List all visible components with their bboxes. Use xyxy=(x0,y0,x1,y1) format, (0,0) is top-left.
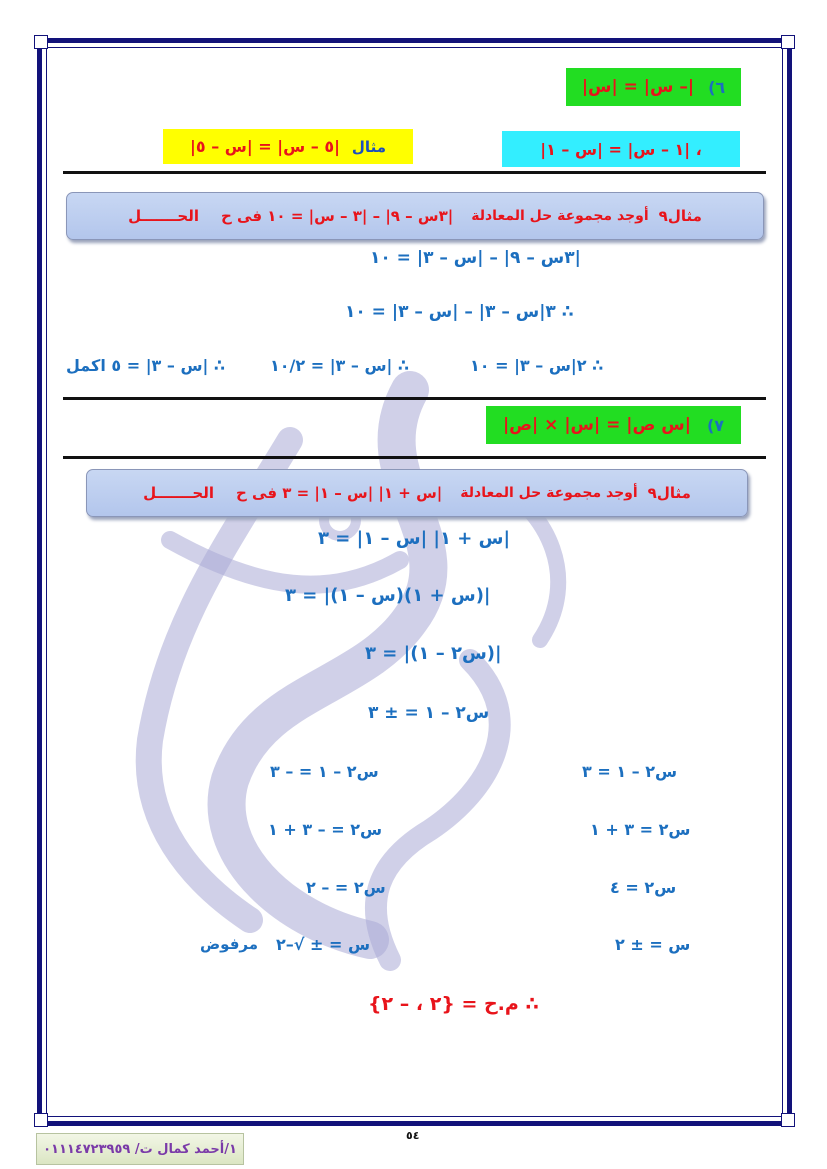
example9a-prompt: أوجد مجموعة حل المعادلة xyxy=(471,208,649,224)
step-b-right3: س٢ = ٤ xyxy=(610,878,677,897)
rejected-label: مرفوض xyxy=(200,935,259,953)
example9b-equation: |س + ١| |س – ١| = ٣ فى ح xyxy=(236,484,443,502)
example9b-banner xyxy=(86,469,748,517)
step-b3: |(س٢ – ١)| = ٣ xyxy=(365,643,502,664)
step-b-right4: س = ± ٢ xyxy=(615,935,691,954)
example9a-equation: |٣س – ٩| – |٣ – س| = ١٠ فى ح xyxy=(221,207,454,225)
divider xyxy=(63,397,766,400)
step-b4: س٢ – ١ = ± ٣ xyxy=(368,703,490,723)
step-a3b: ∴ |س – ٣| = ١٠/٢ xyxy=(270,356,410,375)
example9a-solution-word: الحـــــــل xyxy=(128,207,200,225)
page-number: ٥٤ xyxy=(406,1129,420,1142)
example9a-banner xyxy=(66,192,764,240)
example6-expression: |٥ – س| = |س – ٥| xyxy=(190,137,340,156)
example6-label: مثال xyxy=(351,137,386,156)
example6-box xyxy=(163,129,413,164)
example9b-prompt: أوجد مجموعة حل المعادلة xyxy=(460,485,638,501)
rule6-cyan-expression: ، |١ – س| = |س – ١| xyxy=(540,139,702,159)
frame-corner xyxy=(34,35,48,49)
step-b-left4: س = ± √–٢ xyxy=(276,935,371,954)
step-b1: |س + ١| |س – ١| = ٣ xyxy=(318,528,511,549)
step-b-right2: س٢ = ٣ + ١ xyxy=(590,820,691,839)
rule7-expression: |س ص| = |س| × |ص| xyxy=(502,415,691,435)
frame-corner xyxy=(781,1113,795,1127)
step-b-left3: س٢ = – ٢ xyxy=(306,878,386,897)
step-b-left2: س٢ = – ٣ + ١ xyxy=(268,820,383,839)
rule7-box xyxy=(486,406,741,444)
step-b-left1: س٢ – ١ = – ٣ xyxy=(270,762,379,781)
rule6-expression: |– س| = |س| xyxy=(581,77,695,97)
divider xyxy=(63,171,766,174)
rule6-box xyxy=(566,68,741,106)
final-answer: ∴ م.ح = {٢ ، – ٢} xyxy=(368,993,539,1015)
step-a2: ∴ ٣|س – ٣| – |س – ٣| = ١٠ xyxy=(345,302,574,322)
step-a3c: ∴ |س – ٣| = ٥ اكمل xyxy=(66,356,226,375)
example9b-label: مثال٩ xyxy=(647,484,691,502)
example9a-label: مثال٩ xyxy=(658,207,702,225)
step-b-right1: س٢ – ١ = ٣ xyxy=(582,762,678,781)
divider xyxy=(63,456,766,459)
step-b2: |(س + ١)(س – ١)| = ٣ xyxy=(285,585,491,606)
rule6-number: ٦) xyxy=(708,77,726,97)
step-a3a: ∴ ٢|س – ٣| = ١٠ xyxy=(470,356,604,375)
rule6-cyan-box xyxy=(502,131,740,167)
step-a1: |٣س – ٩| – |س – ٣| = ١٠ xyxy=(370,248,581,268)
frame-corner xyxy=(34,1113,48,1127)
footer-credit-box xyxy=(36,1133,244,1165)
example9b-solution-word: الحـــــــل xyxy=(143,484,214,502)
calligraphy-watermark xyxy=(110,360,670,980)
frame-corner xyxy=(781,35,795,49)
footer-credit: ١/أحمد كمال ت/ ٠١١١٤٧٢٣٩٥٩ xyxy=(43,1141,237,1157)
rule7-number: ٧) xyxy=(706,415,725,435)
